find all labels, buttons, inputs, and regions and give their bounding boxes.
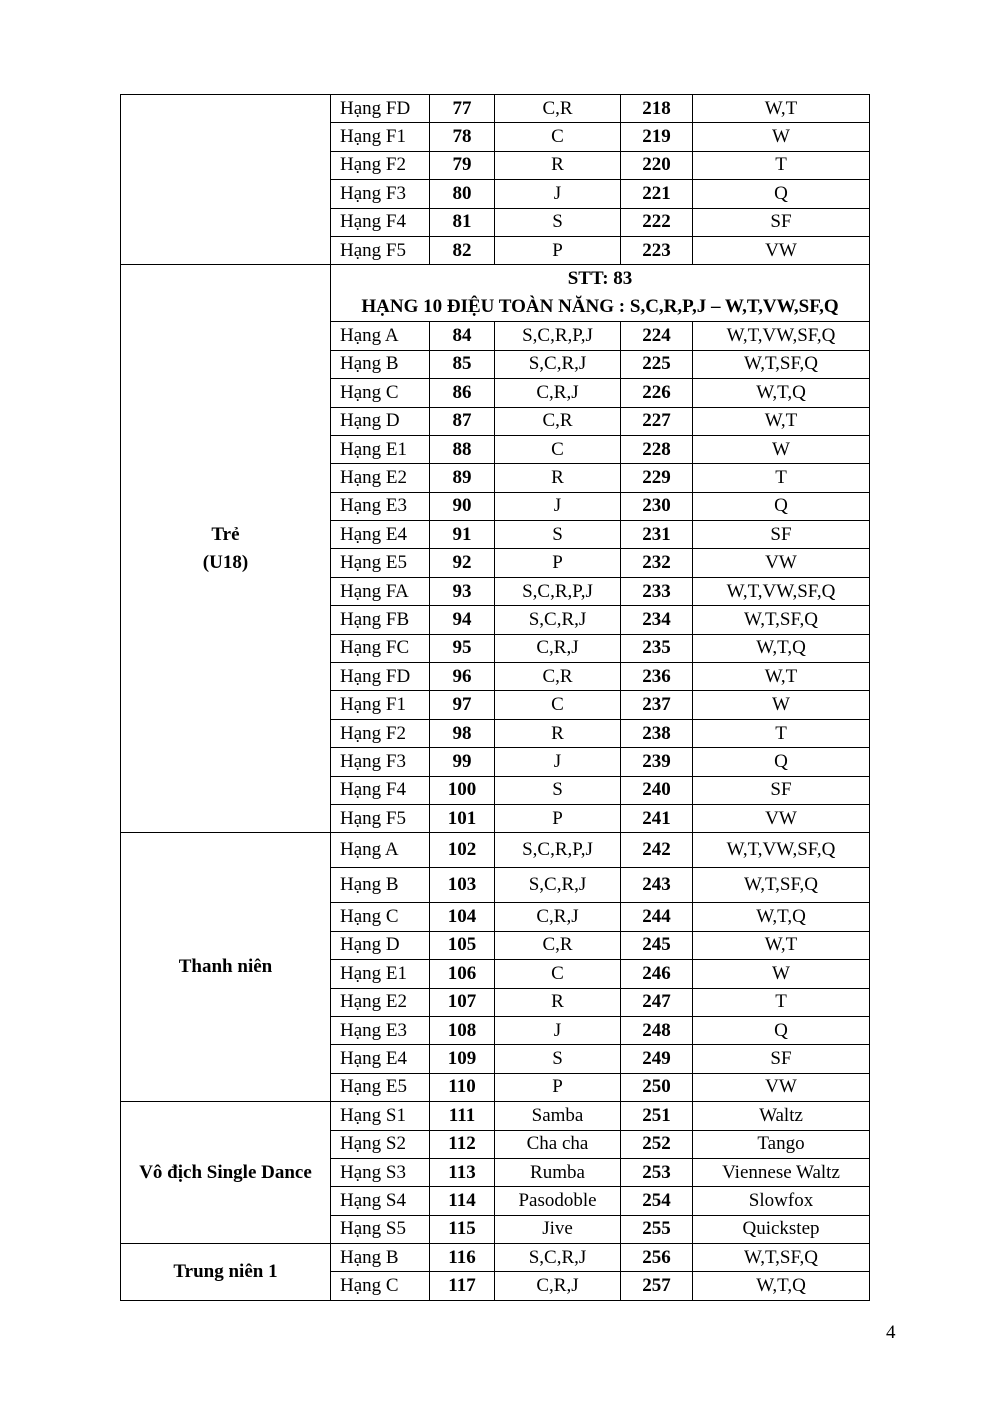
latin-dances-cell: J <box>495 180 621 208</box>
standard-dances-cell: T <box>693 988 870 1016</box>
latin-number-cell: 85 <box>430 350 495 378</box>
section-title: HẠNG 10 ĐIỆU TOÀN NĂNG : S,C,R,P,J – W,T,VW,SF,Q <box>361 296 839 318</box>
latin-dances-cell: S,C,R,J <box>495 350 621 378</box>
latin-dances-cell: P <box>495 1073 621 1101</box>
latin-number-cell: 79 <box>430 151 495 179</box>
category-cell: Hạng F3 <box>331 180 430 208</box>
latin-dances-cell: S,C,R,J <box>495 1244 621 1272</box>
latin-number-cell: 109 <box>430 1045 495 1073</box>
category-cell: Hạng E2 <box>331 464 430 492</box>
standard-dances-cell: Q <box>693 180 870 208</box>
standard-number-cell: 236 <box>621 663 693 691</box>
standard-dances-cell: W,T,SF,Q <box>693 606 870 634</box>
latin-number-cell: 97 <box>430 691 495 719</box>
category-cell: Hạng F2 <box>331 151 430 179</box>
age-group-cell <box>121 1102 331 1244</box>
standard-dances-cell: W,T <box>693 95 870 123</box>
latin-dances-cell: J <box>495 1016 621 1044</box>
category-cell: Hạng E3 <box>331 1016 430 1044</box>
standard-dances-cell: VW <box>693 236 870 264</box>
standard-number-cell: 230 <box>621 492 693 520</box>
standard-number-cell: 224 <box>621 322 693 350</box>
standard-dances-cell: Q <box>693 1016 870 1044</box>
standard-number-cell: 223 <box>621 236 693 264</box>
category-cell: Hạng E1 <box>331 960 430 988</box>
section-header <box>331 265 870 322</box>
latin-dances-cell: C,R,J <box>495 379 621 407</box>
standard-dances-cell: W,T,Q <box>693 1272 870 1300</box>
category-cell: Hạng C <box>331 1272 430 1300</box>
latin-dances-cell: Rumba <box>495 1158 621 1186</box>
standard-dances-cell: Q <box>693 748 870 776</box>
latin-dances-cell: P <box>495 804 621 832</box>
standard-dances-cell: T <box>693 464 870 492</box>
latin-number-cell: 116 <box>430 1244 495 1272</box>
standard-dances-cell: W,T,VW,SF,Q <box>693 322 870 350</box>
standard-number-cell: 238 <box>621 719 693 747</box>
latin-dances-cell: C,R <box>495 931 621 959</box>
standard-dances-cell: W,T,Q <box>693 903 870 931</box>
latin-number-cell: 78 <box>430 123 495 151</box>
latin-number-cell: 117 <box>430 1272 495 1300</box>
latin-dances-cell: P <box>495 549 621 577</box>
category-cell: Hạng FD <box>331 663 430 691</box>
standard-number-cell: 218 <box>621 95 693 123</box>
standard-dances-cell: VW <box>693 549 870 577</box>
latin-number-cell: 106 <box>430 960 495 988</box>
latin-dances-cell: S <box>495 1045 621 1073</box>
standard-dances-cell: W <box>693 435 870 463</box>
latin-number-cell: 98 <box>430 719 495 747</box>
latin-number-cell: 87 <box>430 407 495 435</box>
category-cell: Hạng E1 <box>331 435 430 463</box>
latin-number-cell: 112 <box>430 1130 495 1158</box>
age-group-label: Trung niên 1 <box>173 1260 278 1282</box>
standard-dances-cell: W <box>693 691 870 719</box>
category-cell: Hạng B <box>331 868 430 903</box>
schedule-table-body <box>121 95 870 1301</box>
latin-dances-cell: S <box>495 521 621 549</box>
latin-number-cell: 100 <box>430 776 495 804</box>
latin-number-cell: 99 <box>430 748 495 776</box>
standard-number-cell: 250 <box>621 1073 693 1101</box>
category-cell: Hạng A <box>331 833 430 868</box>
standard-number-cell: 221 <box>621 180 693 208</box>
age-group-label: Thanh niên <box>178 956 273 978</box>
standard-dances-cell: W,T,VW,SF,Q <box>693 577 870 605</box>
standard-dances-cell: W <box>693 960 870 988</box>
schedule-table <box>120 94 870 1301</box>
latin-dances-cell: Cha cha <box>495 1130 621 1158</box>
latin-number-cell: 92 <box>430 549 495 577</box>
section-header-row <box>121 265 870 322</box>
category-cell: Hạng FC <box>331 634 430 662</box>
latin-dances-cell: C <box>495 960 621 988</box>
latin-dances-cell: C,R,J <box>495 903 621 931</box>
latin-number-cell: 84 <box>430 322 495 350</box>
latin-number-cell: 102 <box>430 833 495 868</box>
standard-dances-cell: Q <box>693 492 870 520</box>
latin-dances-cell: C,R <box>495 407 621 435</box>
latin-dances-cell: Jive <box>495 1215 621 1243</box>
latin-dances-cell: C <box>495 691 621 719</box>
standard-dances-cell: SF <box>693 776 870 804</box>
latin-number-cell: 95 <box>430 634 495 662</box>
standard-number-cell: 246 <box>621 960 693 988</box>
standard-number-cell: 244 <box>621 903 693 931</box>
latin-number-cell: 91 <box>430 521 495 549</box>
latin-number-cell: 90 <box>430 492 495 520</box>
category-cell: Hạng F1 <box>331 691 430 719</box>
standard-number-cell: 248 <box>621 1016 693 1044</box>
standard-number-cell: 240 <box>621 776 693 804</box>
latin-number-cell: 113 <box>430 1158 495 1186</box>
age-group-cell <box>121 833 331 1102</box>
latin-dances-cell: S,C,R,J <box>495 868 621 903</box>
category-cell: Hạng E5 <box>331 1073 430 1101</box>
standard-number-cell: 219 <box>621 123 693 151</box>
latin-number-cell: 96 <box>430 663 495 691</box>
latin-number-cell: 115 <box>430 1215 495 1243</box>
age-group-cell <box>121 95 331 265</box>
standard-dances-cell: VW <box>693 1073 870 1101</box>
category-cell: Hạng FB <box>331 606 430 634</box>
latin-dances-cell: S,C,R,P,J <box>495 833 621 868</box>
category-cell: Hạng B <box>331 1244 430 1272</box>
standard-number-cell: 257 <box>621 1272 693 1300</box>
standard-number-cell: 249 <box>621 1045 693 1073</box>
standard-dances-cell: W,T,SF,Q <box>693 868 870 903</box>
latin-dances-cell: C <box>495 123 621 151</box>
category-cell: Hạng A <box>331 322 430 350</box>
latin-number-cell: 88 <box>430 435 495 463</box>
latin-dances-cell: C <box>495 435 621 463</box>
latin-number-cell: 82 <box>430 236 495 264</box>
category-cell: Hạng D <box>331 407 430 435</box>
latin-dances-cell: S <box>495 208 621 236</box>
standard-number-cell: 234 <box>621 606 693 634</box>
table-row <box>121 1244 870 1272</box>
latin-number-cell: 93 <box>430 577 495 605</box>
category-cell: Hạng F4 <box>331 208 430 236</box>
latin-dances-cell: J <box>495 492 621 520</box>
category-cell: Hạng S4 <box>331 1187 430 1215</box>
latin-dances-cell: C,R,J <box>495 1272 621 1300</box>
standard-dances-cell: W,T,Q <box>693 379 870 407</box>
standard-dances-cell: W <box>693 123 870 151</box>
latin-dances-cell: C,R <box>495 95 621 123</box>
category-cell: Hạng S1 <box>331 1102 430 1130</box>
latin-number-cell: 103 <box>430 868 495 903</box>
standard-dances-cell: Viennese Waltz <box>693 1158 870 1186</box>
standard-dances-cell: W,T <box>693 663 870 691</box>
latin-dances-cell: R <box>495 988 621 1016</box>
category-cell: Hạng E2 <box>331 988 430 1016</box>
category-cell: Hạng F4 <box>331 776 430 804</box>
standard-number-cell: 220 <box>621 151 693 179</box>
category-cell: Hạng F5 <box>331 236 430 264</box>
latin-dances-cell: S,C,R,P,J <box>495 322 621 350</box>
standard-dances-cell: W,T,SF,Q <box>693 1244 870 1272</box>
latin-number-cell: 107 <box>430 988 495 1016</box>
standard-dances-cell: T <box>693 719 870 747</box>
latin-dances-cell: C,R <box>495 663 621 691</box>
latin-number-cell: 80 <box>430 180 495 208</box>
standard-number-cell: 237 <box>621 691 693 719</box>
standard-number-cell: 239 <box>621 748 693 776</box>
category-cell: Hạng E3 <box>331 492 430 520</box>
standard-number-cell: 222 <box>621 208 693 236</box>
latin-dances-cell: R <box>495 719 621 747</box>
standard-dances-cell: T <box>693 151 870 179</box>
latin-number-cell: 111 <box>430 1102 495 1130</box>
age-group-label: Vô địch Single Dance <box>139 1161 312 1183</box>
page-number: 4 <box>886 1322 896 1343</box>
latin-dances-cell: R <box>495 151 621 179</box>
standard-dances-cell: Waltz <box>693 1102 870 1130</box>
latin-number-cell: 101 <box>430 804 495 832</box>
latin-number-cell: 86 <box>430 379 495 407</box>
category-cell: Hạng F5 <box>331 804 430 832</box>
latin-number-cell: 114 <box>430 1187 495 1215</box>
latin-dances-cell: S <box>495 776 621 804</box>
latin-number-cell: 110 <box>430 1073 495 1101</box>
category-cell: Hạng F1 <box>331 123 430 151</box>
category-cell: Hạng E4 <box>331 521 430 549</box>
standard-dances-cell: Tango <box>693 1130 870 1158</box>
standard-dances-cell: VW <box>693 804 870 832</box>
standard-dances-cell: Slowfox <box>693 1187 870 1215</box>
standard-dances-cell: SF <box>693 521 870 549</box>
category-cell: Hạng F3 <box>331 748 430 776</box>
category-cell: Hạng F2 <box>331 719 430 747</box>
category-cell: Hạng S5 <box>331 1215 430 1243</box>
category-cell: Hạng E5 <box>331 549 430 577</box>
category-cell: Hạng D <box>331 931 430 959</box>
standard-number-cell: 227 <box>621 407 693 435</box>
standard-dances-cell: W,T <box>693 407 870 435</box>
category-cell: Hạng S2 <box>331 1130 430 1158</box>
standard-number-cell: 235 <box>621 634 693 662</box>
standard-number-cell: 232 <box>621 549 693 577</box>
standard-number-cell: 231 <box>621 521 693 549</box>
category-cell: Hạng FA <box>331 577 430 605</box>
category-cell: Hạng C <box>331 379 430 407</box>
latin-number-cell: 108 <box>430 1016 495 1044</box>
age-group-label: Trẻ <box>211 523 240 545</box>
standard-number-cell: 243 <box>621 868 693 903</box>
standard-number-cell: 226 <box>621 379 693 407</box>
category-cell: Hạng E4 <box>331 1045 430 1073</box>
latin-dances-cell: C,R,J <box>495 634 621 662</box>
category-cell: Hạng FD <box>331 95 430 123</box>
latin-dances-cell: J <box>495 748 621 776</box>
category-cell: Hạng C <box>331 903 430 931</box>
standard-number-cell: 229 <box>621 464 693 492</box>
standard-number-cell: 233 <box>621 577 693 605</box>
latin-number-cell: 77 <box>430 95 495 123</box>
latin-number-cell: 89 <box>430 464 495 492</box>
latin-dances-cell: S,C,R,P,J <box>495 577 621 605</box>
table-row <box>121 95 870 123</box>
standard-dances-cell: SF <box>693 208 870 236</box>
latin-number-cell: 94 <box>430 606 495 634</box>
latin-dances-cell: R <box>495 464 621 492</box>
age-group-cell <box>121 1244 331 1301</box>
standard-dances-cell: Quickstep <box>693 1215 870 1243</box>
standard-dances-cell: W,T,VW,SF,Q <box>693 833 870 868</box>
standard-number-cell: 225 <box>621 350 693 378</box>
standard-dances-cell: SF <box>693 1045 870 1073</box>
standard-number-cell: 251 <box>621 1102 693 1130</box>
standard-number-cell: 242 <box>621 833 693 868</box>
standard-number-cell: 245 <box>621 931 693 959</box>
standard-dances-cell: W,T,Q <box>693 634 870 662</box>
standard-number-cell: 255 <box>621 1215 693 1243</box>
stt-label: STT: 83 <box>567 268 633 290</box>
table-row <box>121 833 870 868</box>
latin-dances-cell: S,C,R,J <box>495 606 621 634</box>
latin-dances-cell: P <box>495 236 621 264</box>
latin-number-cell: 81 <box>430 208 495 236</box>
standard-number-cell: 252 <box>621 1130 693 1158</box>
category-cell: Hạng B <box>331 350 430 378</box>
latin-dances-cell: Pasodoble <box>495 1187 621 1215</box>
latin-number-cell: 104 <box>430 903 495 931</box>
latin-dances-cell: Samba <box>495 1102 621 1130</box>
age-group-cell <box>121 265 331 833</box>
standard-dances-cell: W,T <box>693 931 870 959</box>
category-cell: Hạng S3 <box>331 1158 430 1186</box>
standard-number-cell: 247 <box>621 988 693 1016</box>
standard-dances-cell: W,T,SF,Q <box>693 350 870 378</box>
age-group-label: (U18) <box>202 551 249 573</box>
table-row <box>121 1102 870 1130</box>
standard-number-cell: 256 <box>621 1244 693 1272</box>
standard-number-cell: 254 <box>621 1187 693 1215</box>
latin-number-cell: 105 <box>430 931 495 959</box>
standard-number-cell: 253 <box>621 1158 693 1186</box>
standard-number-cell: 241 <box>621 804 693 832</box>
standard-number-cell: 228 <box>621 435 693 463</box>
